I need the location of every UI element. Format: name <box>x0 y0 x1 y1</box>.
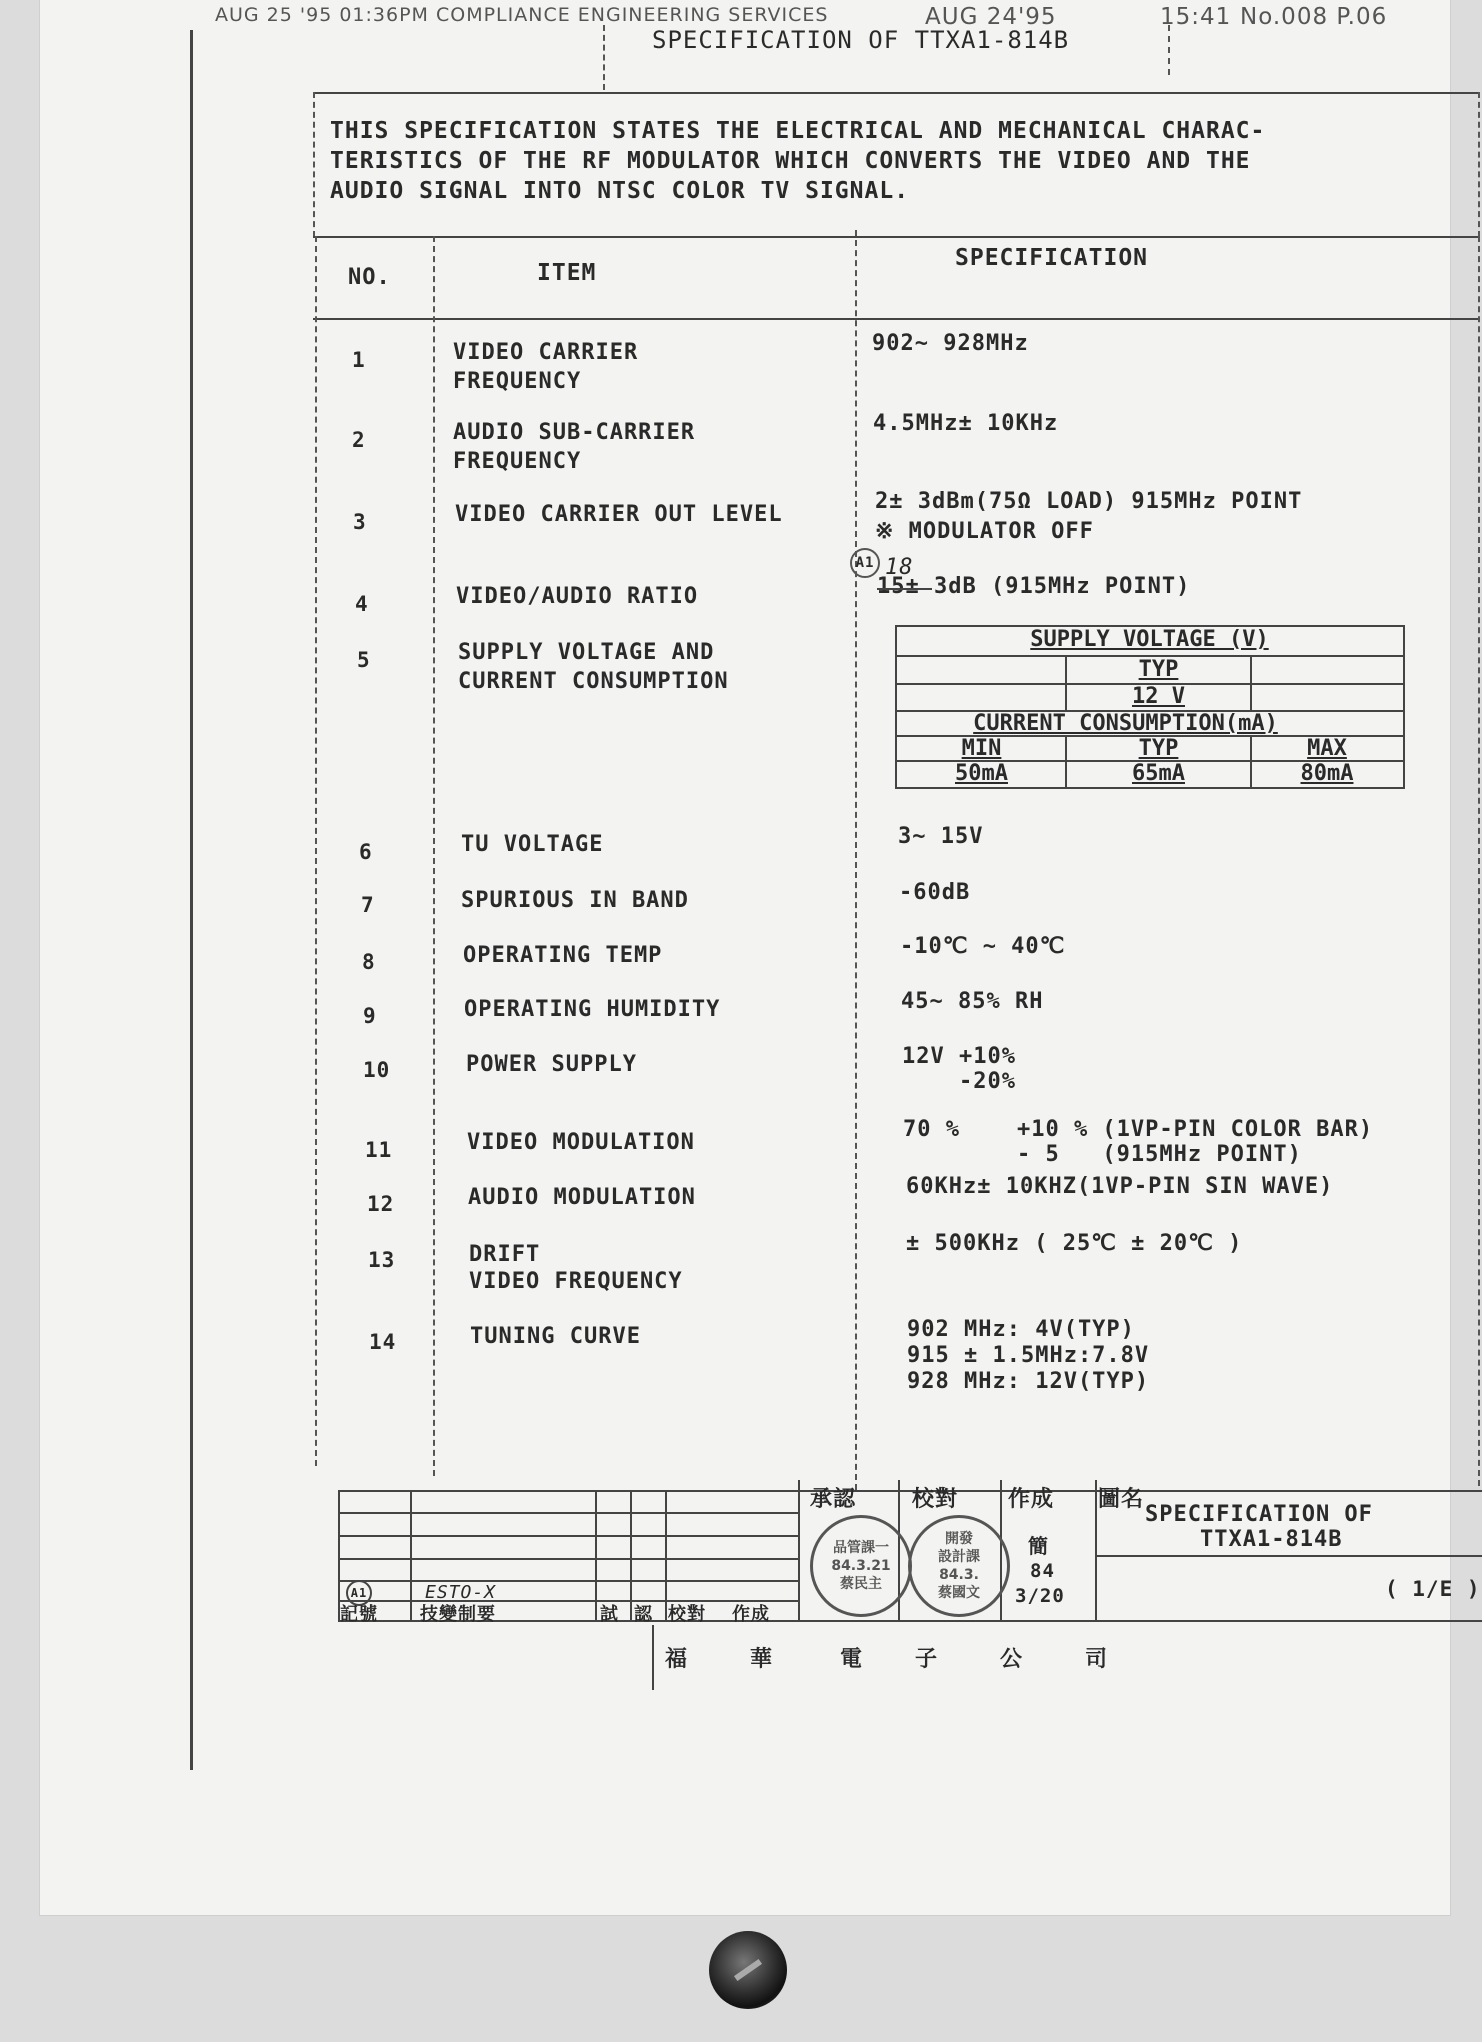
intro-line-3: AUDIO SIGNAL INTO NTSC COLOR TV SIGNAL. <box>330 178 910 204</box>
row-14-no: 14 <box>369 1330 397 1354</box>
row-7-item: SPURIOUS IN BAND <box>461 888 689 913</box>
made-label: 作成 <box>1008 1487 1055 1512</box>
no-column-divider <box>433 236 435 1476</box>
row-4-correction: 18 <box>885 555 914 580</box>
table-left-border <box>315 236 317 1466</box>
approval-stamp-line-2: 84.3.21 <box>831 1558 891 1574</box>
revision-mark-circle: A1 <box>850 548 880 578</box>
row-1-spec: 902~ 928MHz <box>872 331 1029 356</box>
row-6-spec: 3~ 15V <box>898 824 984 849</box>
row-1-item-2: FREQUENCY <box>453 369 582 394</box>
row-14-item: TUNING CURVE <box>470 1324 641 1349</box>
row-3-item: VIDEO CARRIER OUT LEVEL <box>455 502 783 527</box>
row-9-spec: 45~ 85% RH <box>901 989 1044 1014</box>
current-max-label: MAX <box>1307 736 1347 761</box>
row-13-no: 13 <box>368 1248 396 1272</box>
rev-label-approve: 認 <box>634 1604 653 1625</box>
header-no: NO. <box>348 265 391 290</box>
row-9-no: 9 <box>363 1004 377 1028</box>
row-2-no: 2 <box>352 428 366 452</box>
row-4-spec: 15± 3dB (915MHz POINT) <box>877 574 1191 599</box>
approval-stamp-line-1: 品管課一 <box>833 1540 889 1556</box>
title-block-top <box>338 1490 1482 1492</box>
row-1-item-1: VIDEO CARRIER <box>453 340 639 365</box>
row-10-item: POWER SUPPLY <box>466 1052 637 1077</box>
rev-label-made: 作成 <box>732 1604 770 1625</box>
row-3-spec-2: ※ MODULATOR OFF <box>875 519 1094 544</box>
tb-line-b <box>338 1535 798 1537</box>
tb-v-2 <box>410 1490 412 1620</box>
title-underline <box>313 92 1478 94</box>
made-year: 84 <box>1030 1560 1055 1582</box>
row-6-item: TU VOLTAGE <box>461 832 604 857</box>
row-7-no: 7 <box>361 893 375 917</box>
tb-v-4 <box>630 1490 632 1620</box>
row-13-item-2: VIDEO FREQUENCY <box>469 1269 683 1294</box>
made-date: 3/20 <box>1015 1585 1065 1607</box>
row-10-spec-2: -20% <box>902 1069 1016 1094</box>
row-13-spec: ± 500KHz ( 25℃ ± 20℃ ) <box>906 1231 1243 1256</box>
tb-spec-title-2: TTXA1-814B <box>1200 1527 1343 1552</box>
drawing-name-label: 圖名 <box>1098 1487 1145 1512</box>
approve-label: 承認 <box>810 1487 857 1512</box>
fax-header-time: 15:41 <box>1160 4 1232 30</box>
tb-title-underline <box>1095 1555 1482 1557</box>
row-6-no: 6 <box>359 840 373 864</box>
row-11-no: 11 <box>365 1138 393 1162</box>
company-char-4: 子 <box>915 1647 939 1672</box>
rev-content: ESTO-X <box>425 1582 497 1603</box>
row-3-no: 3 <box>353 510 367 534</box>
header-item: ITEM <box>537 260 597 286</box>
row-5-no: 5 <box>357 648 371 672</box>
page-indicator: ( 1/E ) <box>1385 1577 1481 1601</box>
tb-spec-title-1: SPECIFICATION OF <box>1145 1502 1373 1527</box>
check-stamp-line-4: 蔡國文 <box>938 1585 980 1601</box>
tb-v-6 <box>798 1480 800 1620</box>
row-11-item: VIDEO MODULATION <box>467 1130 695 1155</box>
intro-left-border <box>313 92 315 237</box>
fax-header-left: AUG 25 '95 01:36PM COMPLIANCE ENGINEERING SERVICES <box>215 4 829 26</box>
spec-column-divider <box>855 230 857 1490</box>
header-bottom-line <box>313 318 1478 320</box>
row-12-spec: 60KHz± 10KHZ(1VP-PIN SIN WAVE) <box>906 1174 1334 1199</box>
company-divider <box>652 1625 654 1690</box>
row-8-item: OPERATING TEMP <box>463 943 663 968</box>
title-divider <box>603 25 605 90</box>
intro-line-1: THIS SPECIFICATION STATES THE ELECTRICAL AND MECHANICAL CHARAC- <box>330 118 1266 144</box>
intro-line-2: TERISTICS OF THE RF MODULATOR WHICH CONVERTS THE VIDEO AND THE <box>330 148 1251 174</box>
document-page <box>40 0 1481 1915</box>
check-stamp-line-1: 開發 <box>945 1531 973 1547</box>
row-2-item-1: AUDIO SUB-CARRIER <box>453 420 696 445</box>
row-4-item: VIDEO/AUDIO RATIO <box>456 584 699 609</box>
row-14-spec-3: 928 MHz: 12V(TYP) <box>907 1369 1150 1394</box>
made-signature: 簡 <box>1028 1534 1049 1558</box>
tb-line-e <box>338 1600 798 1602</box>
current-consumption-title: CURRENT CONSUMPTION(mA) <box>973 711 1278 736</box>
screw-head <box>709 1931 787 2009</box>
row-8-no: 8 <box>362 950 376 974</box>
row-5-item-2: CURRENT CONSUMPTION <box>458 669 729 694</box>
header-spec: SPECIFICATION <box>955 245 1149 271</box>
company-char-3: 電 <box>840 1647 864 1672</box>
current-typ-value: 65mA <box>1132 761 1185 786</box>
title-block-bottom <box>338 1620 1482 1622</box>
rev-no-circle: A1 <box>346 1580 372 1606</box>
row-8-spec: -10℃ ~ 40℃ <box>900 934 1066 959</box>
row-12-item: AUDIO MODULATION <box>468 1185 696 1210</box>
current-min-label: MIN <box>961 736 1002 761</box>
subtable-col-2 <box>1250 655 1252 710</box>
row-14-spec-2: 915 ± 1.5MHz:7.8V <box>907 1343 1150 1368</box>
table-right-border <box>1478 236 1480 1486</box>
check-stamp <box>908 1515 1010 1617</box>
row-10-no: 10 <box>363 1058 391 1082</box>
company-char-1: 福 <box>665 1647 689 1672</box>
row-11-spec-2: - 5 (915MHz POINT) <box>903 1142 1302 1167</box>
row-3-spec-1: 2± 3dBm(75Ω LOAD) 915MHz POINT <box>875 489 1303 514</box>
supply-voltage-title: SUPPLY VOLTAGE (V) <box>1030 627 1269 652</box>
check-stamp-line-2: 設計課 <box>938 1549 980 1565</box>
approval-stamp <box>810 1515 912 1617</box>
approval-stamp-line-3: 蔡民主 <box>840 1576 882 1592</box>
rev-label-check: 校對 <box>668 1604 706 1625</box>
row-11-spec-1: 70 % +10 % (1VP-PIN COLOR BAR) <box>903 1117 1374 1142</box>
left-margin-line <box>190 30 193 1770</box>
check-label: 校對 <box>912 1487 959 1512</box>
row-1-no: 1 <box>352 348 366 372</box>
current-max-value: 80mA <box>1300 761 1354 786</box>
title-divider-right <box>1168 25 1170 75</box>
tb-v-9 <box>1095 1480 1097 1620</box>
row-12-no: 12 <box>367 1192 395 1216</box>
row-13-item-1: DRIFT <box>469 1242 541 1267</box>
row-7-spec: -60dB <box>899 880 971 905</box>
company-char-5: 公 <box>1000 1647 1024 1672</box>
row-10-spec-1: 12V +10% <box>902 1044 1016 1069</box>
check-stamp-line-3: 84.3. <box>939 1567 979 1583</box>
row-4-no: 4 <box>355 592 369 616</box>
row-2-item-2: FREQUENCY <box>453 449 582 474</box>
rev-label-test: 試 <box>600 1604 619 1625</box>
intro-right-border <box>1478 92 1480 237</box>
intro-bottom-line <box>313 236 1478 238</box>
row-14-spec-1: 902 MHz: 4V(TYP) <box>907 1317 1135 1342</box>
fax-header-number: No.008 P.06 <box>1240 4 1388 30</box>
supply-typ-label: TYP <box>1138 657 1179 682</box>
rev-label-mark: 記號 <box>340 1604 378 1625</box>
row-2-spec: 4.5MHz± 10KHz <box>873 411 1059 436</box>
tb-line-d <box>338 1580 798 1582</box>
company-char-6: 司 <box>1085 1647 1109 1672</box>
current-typ-label: TYP <box>1138 736 1179 761</box>
page-title: SPECIFICATION OF TTXA1-814B <box>652 26 1070 54</box>
tb-line-c <box>338 1558 798 1560</box>
supply-typ-value: 12 V <box>1132 684 1185 709</box>
tb-v-3 <box>595 1490 597 1620</box>
current-min-value: 50mA <box>955 761 1008 786</box>
strikethrough-mark <box>877 588 932 590</box>
row-5-item-1: SUPPLY VOLTAGE AND <box>458 640 715 665</box>
tb-line-a <box>338 1512 798 1514</box>
fax-header-date: AUG 24'95 <box>925 4 1057 30</box>
tb-v-5 <box>665 1490 667 1620</box>
rev-label-content: 技變制要 <box>420 1604 496 1625</box>
company-char-2: 華 <box>750 1647 774 1672</box>
row-9-item: OPERATING HUMIDITY <box>464 997 721 1022</box>
